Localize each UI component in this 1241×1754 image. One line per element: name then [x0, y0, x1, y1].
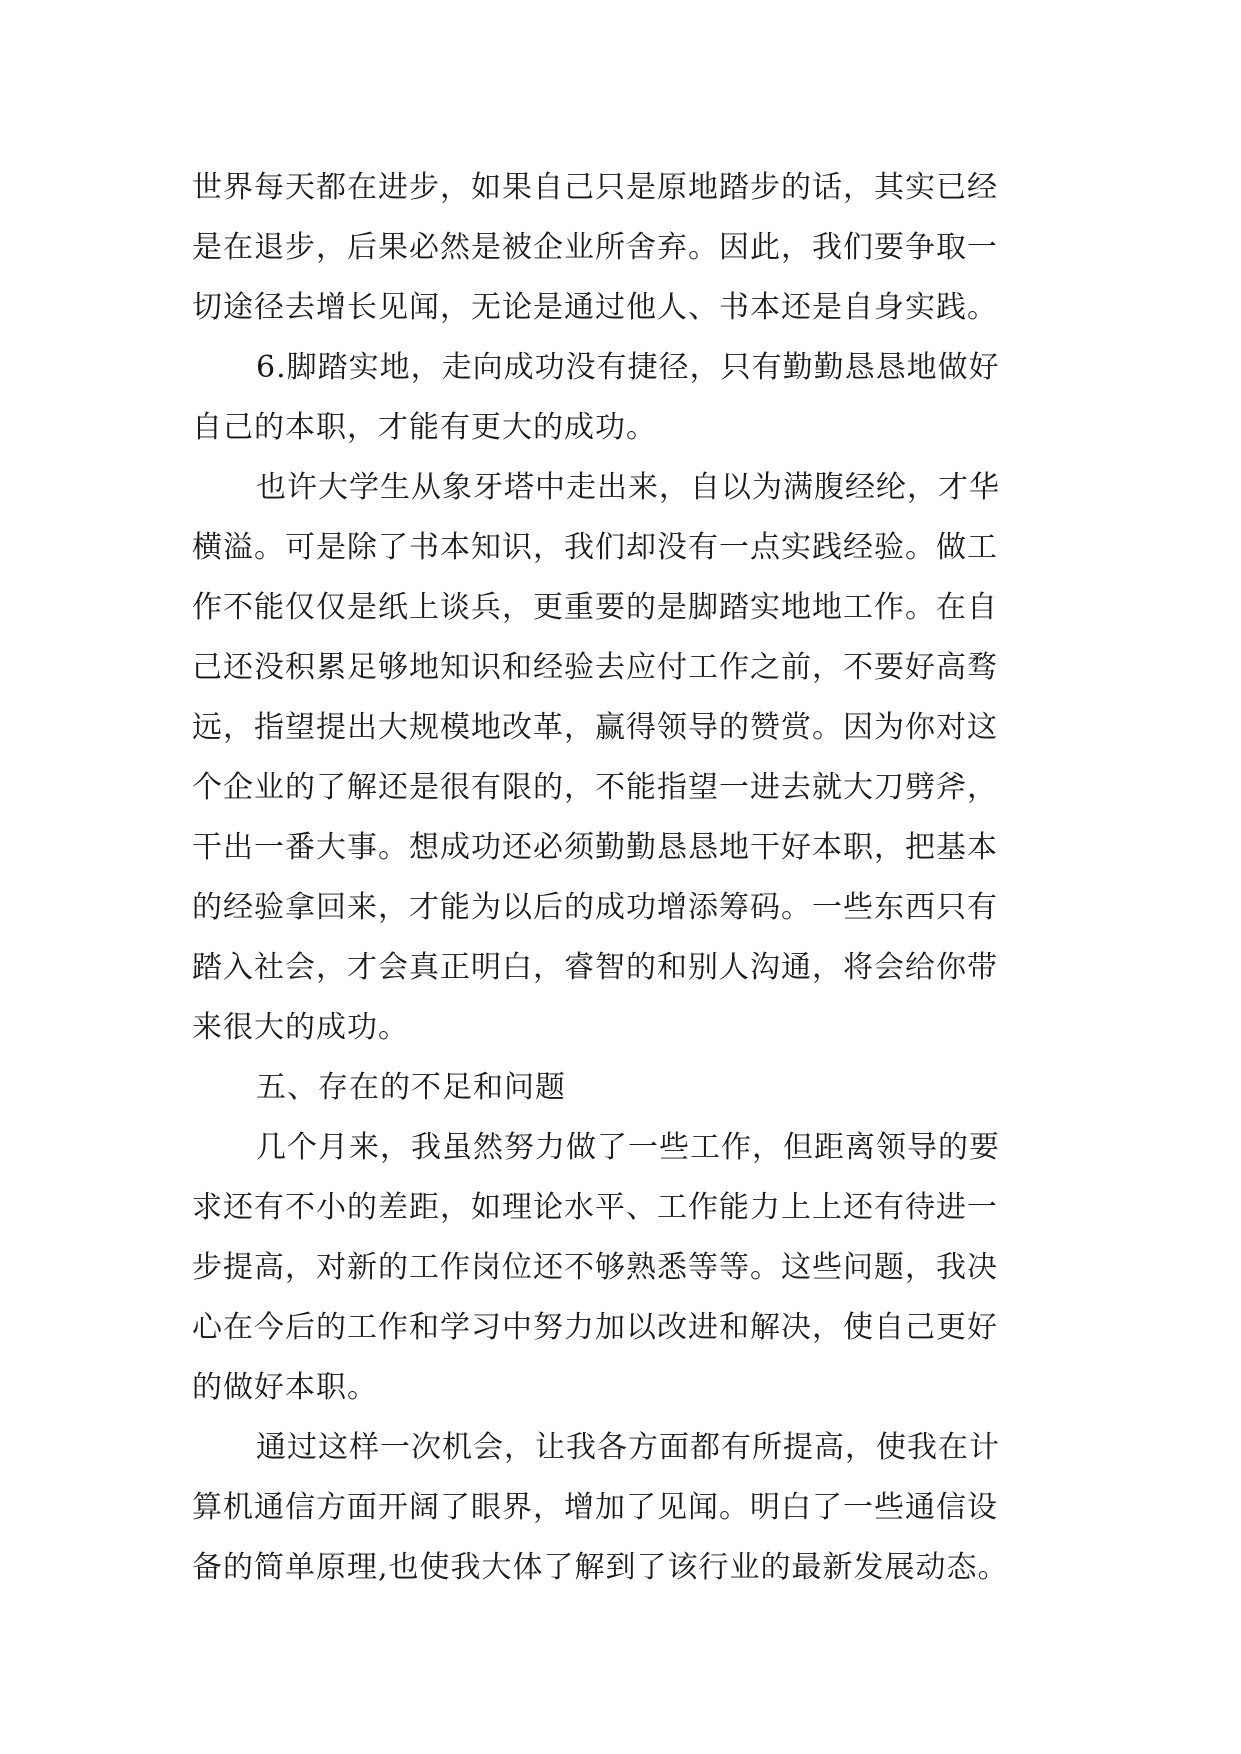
text-line: 个企业的了解还是很有限的，不能指望一进去就大刀劈斧，	[192, 770, 998, 805]
text-line: 己还没积累足够地知识和经验去应付工作之前，不要好高骛	[192, 650, 998, 685]
text-line: 踏入社会，才会真正明白，睿智的和别人沟通，将会给你带	[192, 950, 998, 985]
section-heading: 五、存在的不足和问题	[256, 1070, 566, 1105]
paragraph-first-line: 通过这样一次机会，让我各方面都有所提高，使我在计	[256, 1430, 1000, 1465]
text-line: 算机通信方面开阔了眼界，增加了见闻。明白了一些通信设	[192, 1490, 998, 1525]
paragraph-first-line: 几个月来，我虽然努力做了一些工作，但距离领导的要	[256, 1130, 1000, 1165]
body-text	[192, 158, 1072, 1598]
text-line: 心在今后的工作和学习中努力加以改进和解决，使自己更好	[192, 1310, 998, 1345]
paragraph-first-line: 也许大学生从象牙塔中走出来，自以为满腹经纶，才华	[256, 470, 1000, 505]
text-line: 求还有不小的差距，如理论水平、工作能力上上还有待进一	[192, 1190, 998, 1225]
text-line: 自己的本职，才能有更大的成功。	[192, 410, 657, 445]
text-line: 世界每天都在进步，如果自己只是原地踏步的话，其实已经	[192, 170, 998, 205]
paragraph-first-line: 6.脚踏实地，走向成功没有捷径，只有勤勤恳恳地做好	[256, 350, 1000, 385]
text-line: 干出一番大事。想成功还必须勤勤恳恳地干好本职，把基本	[192, 830, 998, 865]
text-line: 来很大的成功。	[192, 1010, 409, 1045]
text-line: 备的简单原理,也使我大体了解到了该行业的最新发展动态。	[192, 1550, 1009, 1585]
text-line: 作不能仅仅是纸上谈兵，更重要的是脚踏实地地工作。在自	[192, 590, 998, 625]
text-line: 横溢。可是除了书本知识，我们却没有一点实践经验。做工	[192, 530, 998, 565]
text-line: 是在退步，后果必然是被企业所舍弃。因此，我们要争取一	[192, 230, 998, 265]
text-line: 的做好本职。	[192, 1370, 378, 1405]
text-line: 的经验拿回来，才能为以后的成功增添筹码。一些东西只有	[192, 890, 998, 925]
text-line: 切途径去增长见闻，无论是通过他人、书本还是自身实践。	[192, 290, 998, 325]
text-line: 步提高，对新的工作岗位还不够熟悉等等。这些问题，我决	[192, 1250, 998, 1285]
text-line: 远，指望提出大规模地改革，赢得领导的赞赏。因为你对这	[192, 710, 998, 745]
